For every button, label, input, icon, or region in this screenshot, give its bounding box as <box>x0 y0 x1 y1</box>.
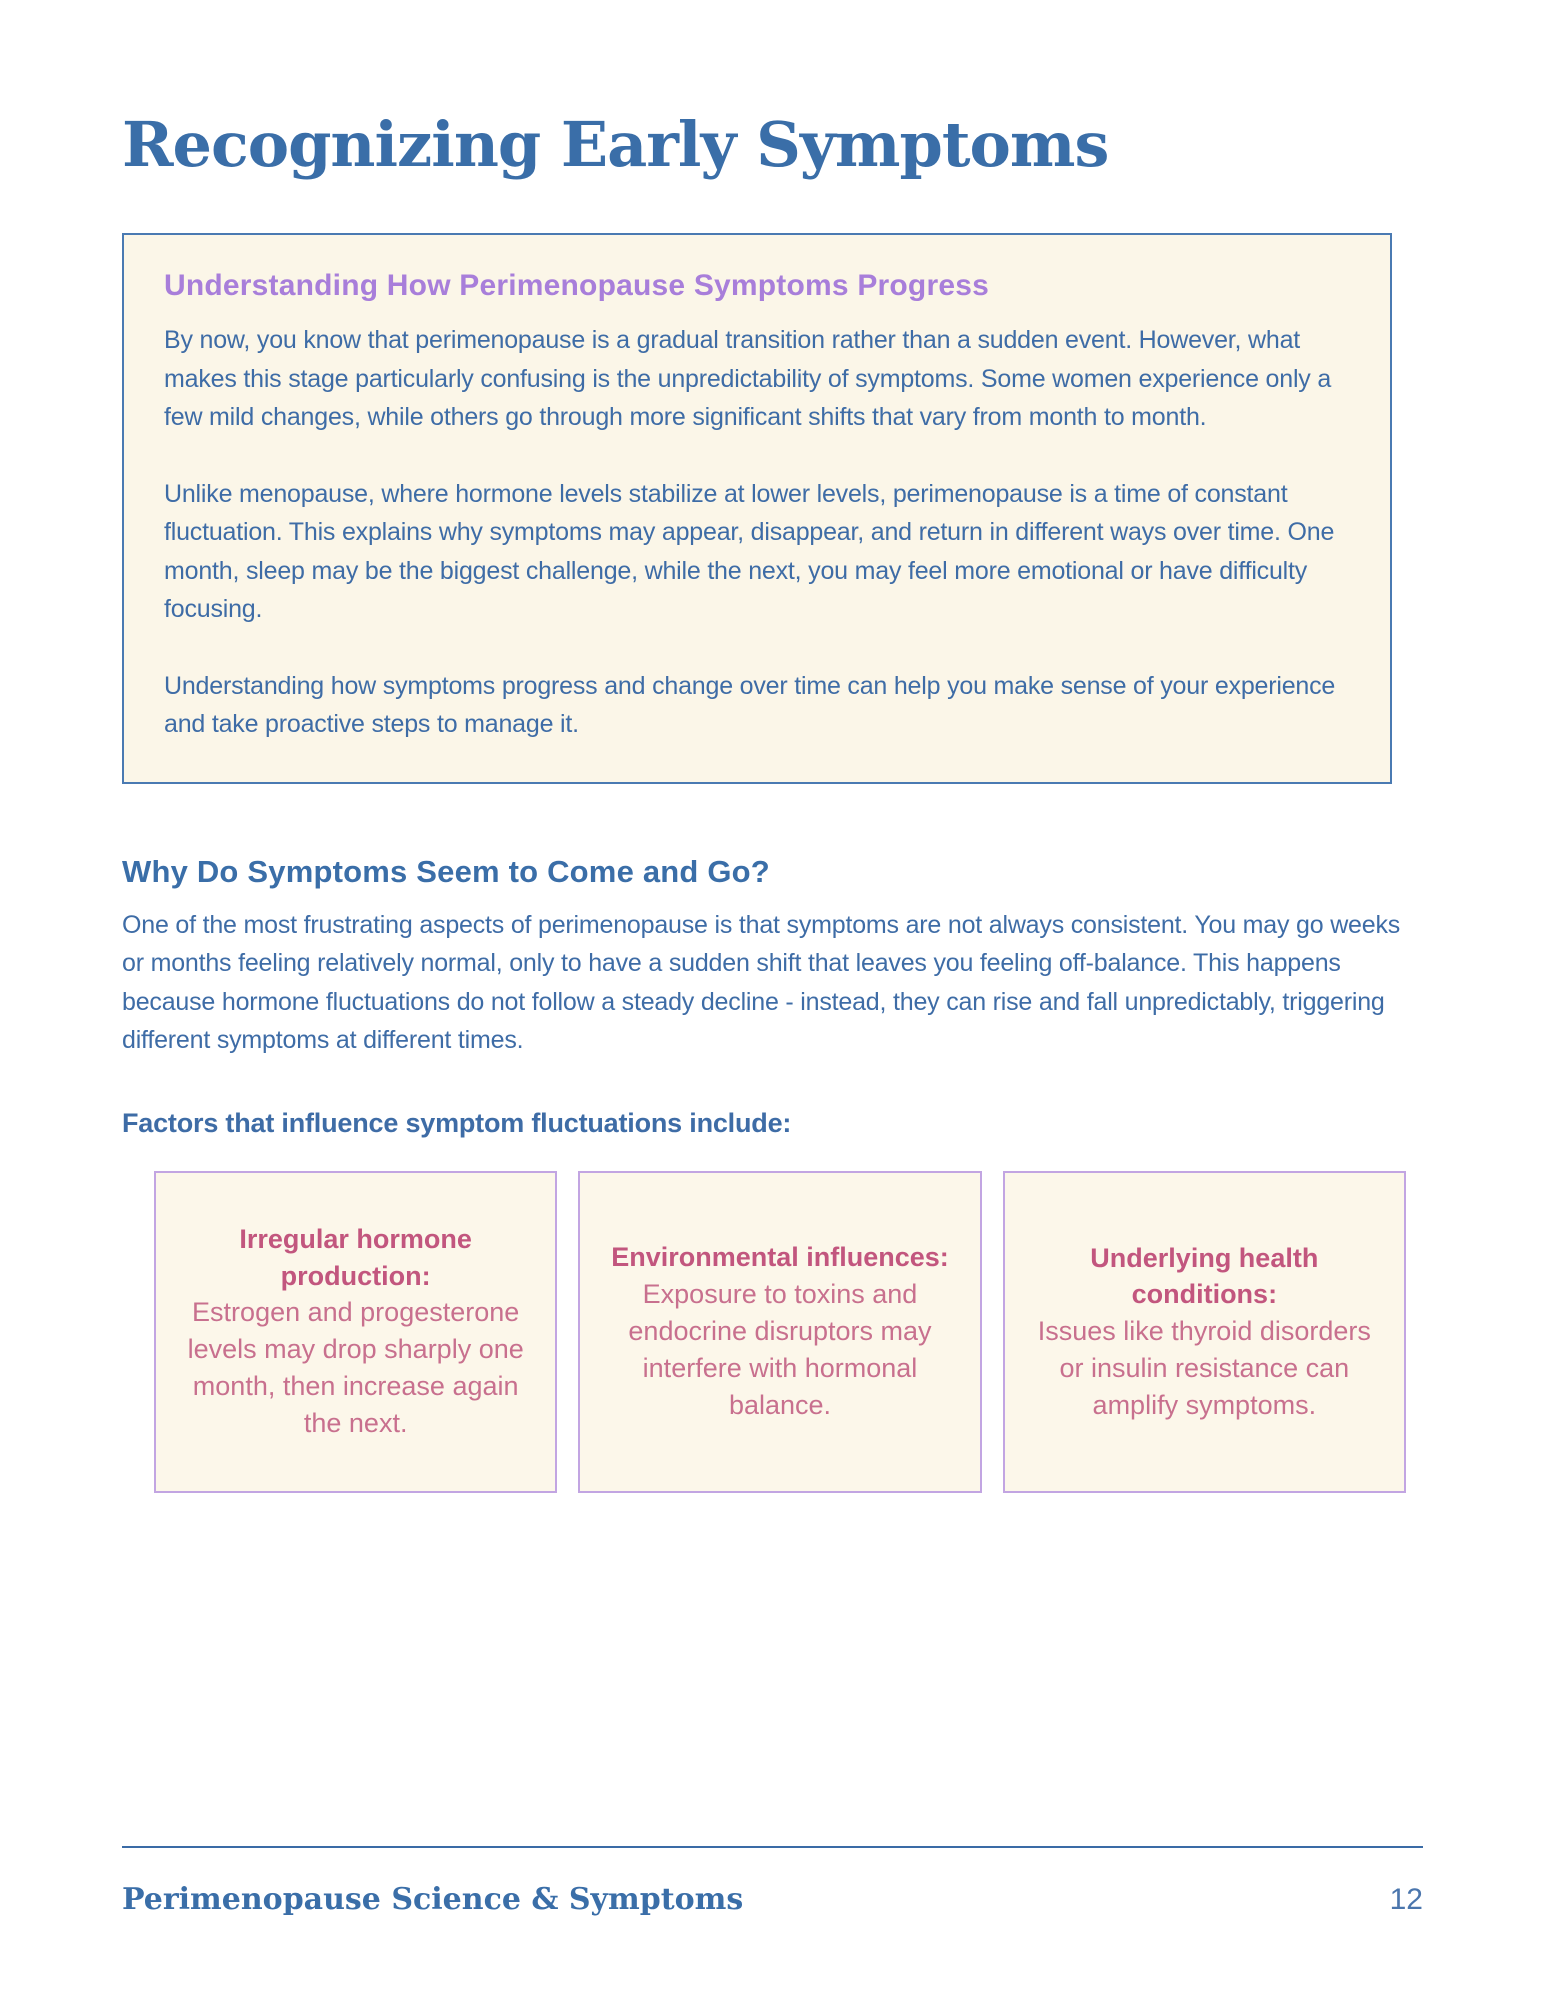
section-heading: Why Do Symptoms Seem to Come and Go? <box>122 853 770 889</box>
factor-card-irregular-hormone <box>154 1171 557 1493</box>
info-box-heading: Understanding How Perimenopause Symptoms Progress <box>164 269 989 303</box>
footer-title: Perimenopause Science & Symptoms <box>122 1882 744 1917</box>
factor-card-heading: Irregular hormone production: <box>239 1224 472 1291</box>
page-footer <box>122 1846 1423 1917</box>
factor-card-body: Issues like thyroid disorders or insulin resistance can amplify symptoms. <box>1037 1315 1371 1420</box>
info-box-paragraph-1: By now, you know that perimenopause is a gradual transition rather than a sudden event. However, what makes this stage particularly confusing is the unpredictability of symptoms. Some women experience only a few mild changes, while others go through more significant shifts that vary from month to month. <box>164 326 1332 432</box>
page-title: Recognizing Early Symptoms <box>122 108 1109 181</box>
factors-label: Factors that influence symptom fluctuations include: <box>122 1107 792 1138</box>
page-number: 12 <box>1389 1883 1423 1916</box>
factor-card-body: Estrogen and progesterone levels may drop sharply one month, then increase again the next. <box>187 1297 524 1439</box>
factor-cards-row <box>154 1171 1406 1493</box>
factor-card-underlying-health <box>1003 1171 1406 1493</box>
info-box-paragraph-2: Unlike menopause, where hormone levels stabilize at lower levels, perimenopause is a time of constant fluctuation. This explains why symptoms may appear, disappear, and return in different ways over time. One month, sleep may be the biggest challenge, while the next, you may feel more emotional or have difficulty focusing. <box>164 479 1335 624</box>
factor-card-heading: Underlying health conditions: <box>1090 1242 1319 1310</box>
info-box-paragraph-3: Understanding how symptoms progress and change over time can help you make sense of your experience and take proactive steps to manage it. <box>164 671 1336 739</box>
page-content <box>0 108 1545 1493</box>
factor-card-environmental <box>578 1171 981 1493</box>
footer-row <box>122 1882 1423 1917</box>
factor-card-body: Exposure to toxins and endocrine disruptors may interfere with hormonal balance. <box>628 1278 932 1420</box>
section-paragraph: One of the most frustrating aspects of perimenopause is that symptoms are not always consistent. You may go weeks or months feeling relatively normal, only to have a sudden shift that leaves you feeling off-balance. This happens because hormone fluctuations do not follow a steady decline - instead, they can rise and fall unpredictably, triggering different symptoms at different times. <box>122 910 1401 1055</box>
info-box <box>122 233 1392 784</box>
factor-card-heading: Environmental influences: <box>611 1242 949 1273</box>
footer-divider <box>122 1846 1423 1848</box>
